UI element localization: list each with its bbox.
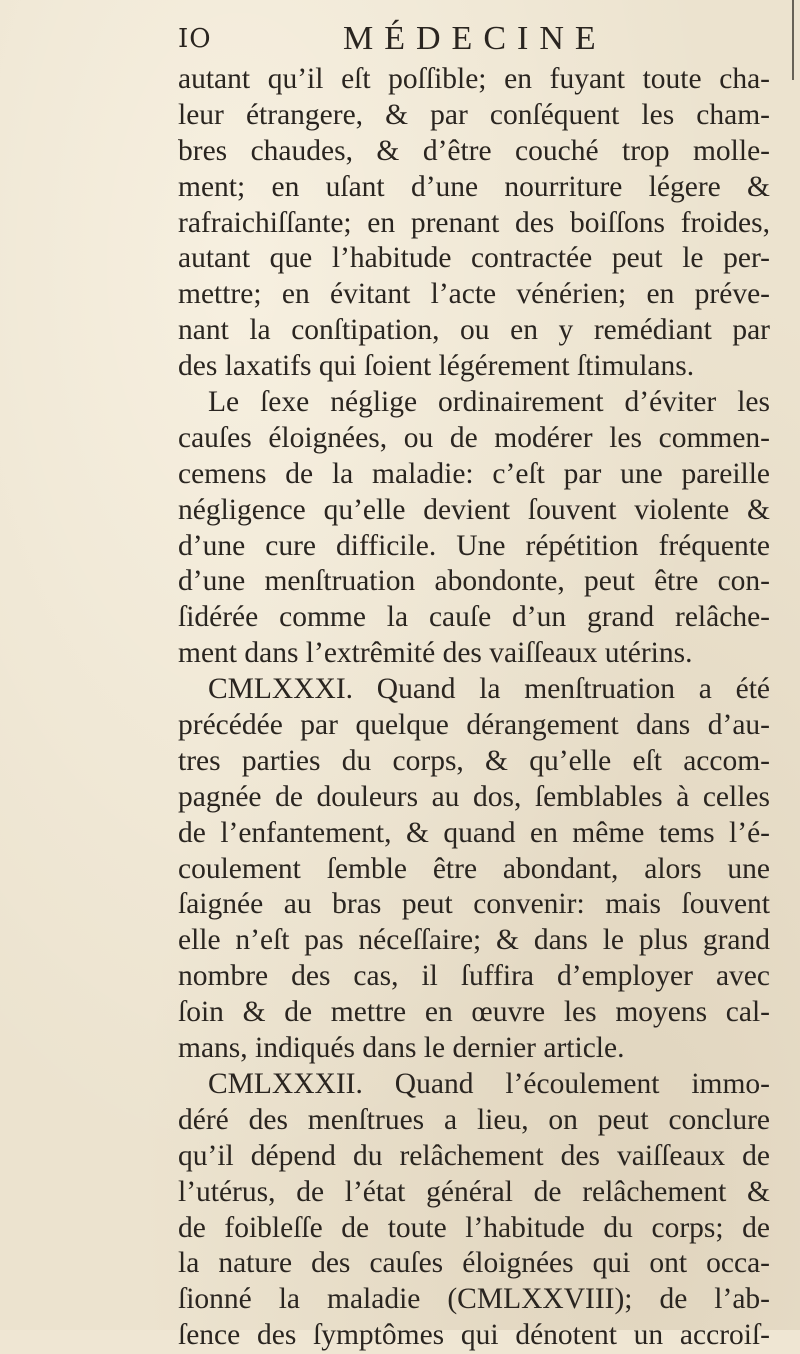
text-line: la nature des cauſes éloignées qui ont occa- [178, 1247, 770, 1280]
text-line: ſidérée comme la cauſe d’un grand relâche- [178, 601, 770, 634]
page-edge-line [792, 0, 794, 80]
text-line: de l’enfantement, & quand en même tems l’é- [178, 816, 770, 849]
text-line: autant qu’il eſt poſſible; en fuyant toute cha- [178, 63, 770, 95]
text-line: négligence qu’elle devient ſouvent violente & [178, 493, 770, 526]
text-line: cauſes éloignées, ou de modérer les commen- [178, 421, 770, 454]
text-line: ſoin & de mettre en œuvre les moyens cal- [178, 996, 770, 1029]
text-line: qu’il dépend du relâchement des vaiſſeaux de [178, 1139, 770, 1172]
text-line: déré des menſtrues a lieu, on peut conclure [178, 1103, 770, 1136]
text-line: l’utérus, de l’état général de relâchement & [178, 1175, 770, 1208]
text-line: des laxatifs qui ſoient légérement ſtimulans. [178, 350, 695, 383]
page-number: IO [178, 24, 212, 54]
text-line: tres parties du corps, & qu’elle eſt accom- [178, 744, 770, 777]
text-line: ſaignée au bras peut convenir: mais ſouvent [178, 888, 770, 921]
text-line: pagnée de douleurs au dos, ſemblables à celles [178, 780, 770, 813]
page-header [178, 18, 738, 58]
paragraph-start-line: Le ſexe néglige ordinairement d’éviter les [208, 386, 770, 419]
text-line: d’une menſtruation abondonte, peut être con- [178, 565, 770, 598]
text-line: ment dans l’extrêmité des vaiſſeaux utérins. [178, 637, 693, 670]
text-line: mettre; en évitant l’acte vénérien; en préve- [178, 278, 770, 311]
text-line: ſionné la maladie (CMLXXVIII); de l’ab- [178, 1283, 770, 1316]
text-line: bres chaudes, & d’être couché trop molle- [178, 134, 770, 167]
text-line: mans, indiqués dans le dernier article. [178, 1032, 625, 1065]
text-line: nombre des cas, il ſuffira d’employer avec [178, 960, 770, 993]
text-line: d’une cure difficile. Une répétition fréquente [178, 529, 770, 562]
text-line: coulement ſemble être abondant, alors une [178, 852, 770, 885]
text-line: autant que l’habitude contractée peut le per- [178, 242, 770, 275]
text-line: leur étrangere, & par conſéquent les cham- [178, 98, 770, 131]
text-line: de foibleſſe de toute l’habitude du corps; de [178, 1211, 770, 1244]
section-heading-line: CMLXXXI. Quand la menſtruation a été [208, 673, 770, 706]
running-head: MÉDECINE [343, 20, 607, 57]
body-text [178, 62, 770, 1354]
text-line: précédée par quelque dérangement dans d’au- [178, 709, 770, 742]
text-line: nant la conſtipation, ou en y remédiant par [178, 314, 770, 347]
text-line: ment; en uſant d’une nourriture légere & [178, 170, 770, 203]
text-line: elle n’eſt pas néceſſaire; & dans le plus grand [178, 924, 770, 957]
text-line: rafraichiſſante; en prenant des boiſſons froides, [178, 206, 770, 239]
section-heading-line: CMLXXXII. Quand l’écoulement immo- [208, 1067, 770, 1100]
text-line: ſence des ſymptômes qui dénotent un accroiſ- [178, 1319, 770, 1352]
text-line: cemens de la maladie: c’eſt par une pareille [178, 457, 770, 490]
